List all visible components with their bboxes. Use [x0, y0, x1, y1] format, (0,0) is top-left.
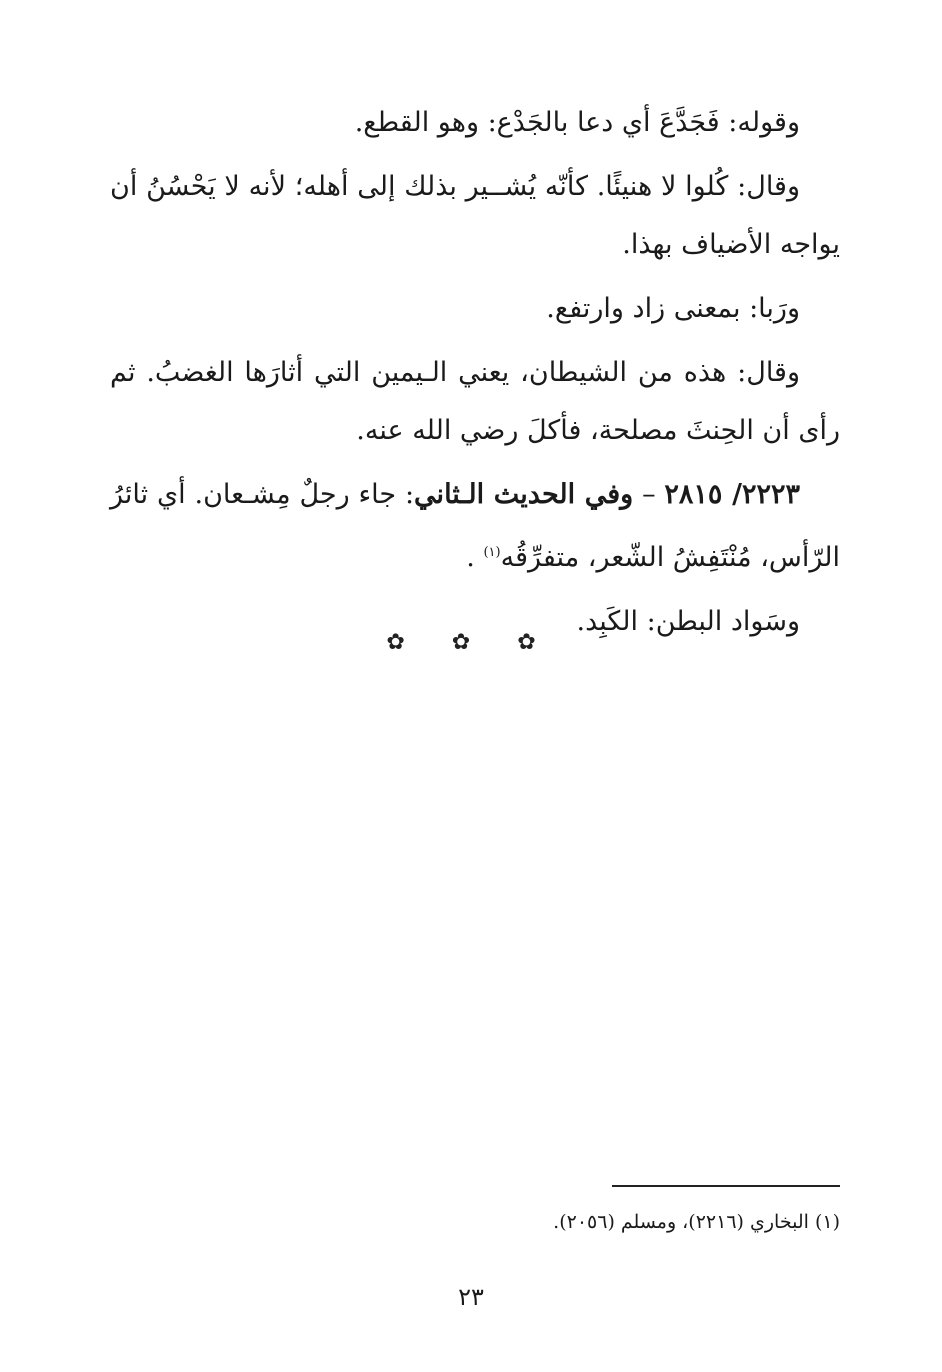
hadith-end: .: [466, 542, 484, 573]
footnote-divider: [612, 1185, 840, 1187]
paragraph-3: ورَبا: بمعنى زاد وارتفع.: [546, 293, 800, 324]
footnote-marker: (١): [483, 545, 501, 560]
hadith-lead: وفي الحديث الـثاني: [414, 479, 634, 510]
paragraph-last: وسَواد البطن: الكَبِد.: [576, 606, 800, 637]
footnote: (١) البخاري (٢٢١٦)، ومسلم (٢٠٥٦).: [553, 1211, 840, 1233]
hadith-number: ٢٢٢٣/ ٢٨١٥: [664, 479, 800, 510]
page-number: ٢٣: [458, 1283, 484, 1311]
hadith-paragraph: ٢٢٢٣/ ٢٨١٥ – وفي الحديث الـثاني: جاء رجلٌ مِشـعان. أي ثائرُ الرّأس، مُنْتَفِشُ الشّعر، متفرِّقُه$^{(١)}$ .: [110, 479, 840, 573]
paragraph-4: وقال: هذه من الشيطان، يعني الـيمين التي أثارَها الغضبُ. ثم رأى أن الحِنثَ مصلحة، فأكلَ رضي الله عنه.: [110, 357, 840, 446]
hadith-text: : جاء رجلٌ مِشـعان. أي ثائرُ الرّأس، مُنْتَفِشُ الشّعر، متفرِّقُه: [110, 479, 840, 573]
paragraph-1: وقوله: فَجَدَّعَ أي دعا بالجَدْع: وهو القطع.: [354, 107, 800, 138]
paragraph-2: وقال: كُلوا لا هنيئًا. كأنّه يُشــير بذلك إلى أهله؛ لأنه لا يَحْسُنُ أن يواجه الأضياف بهذا.: [110, 171, 840, 260]
section-separator: ✿ ✿ ✿: [386, 630, 556, 655]
main-text: [110, 94, 840, 651]
